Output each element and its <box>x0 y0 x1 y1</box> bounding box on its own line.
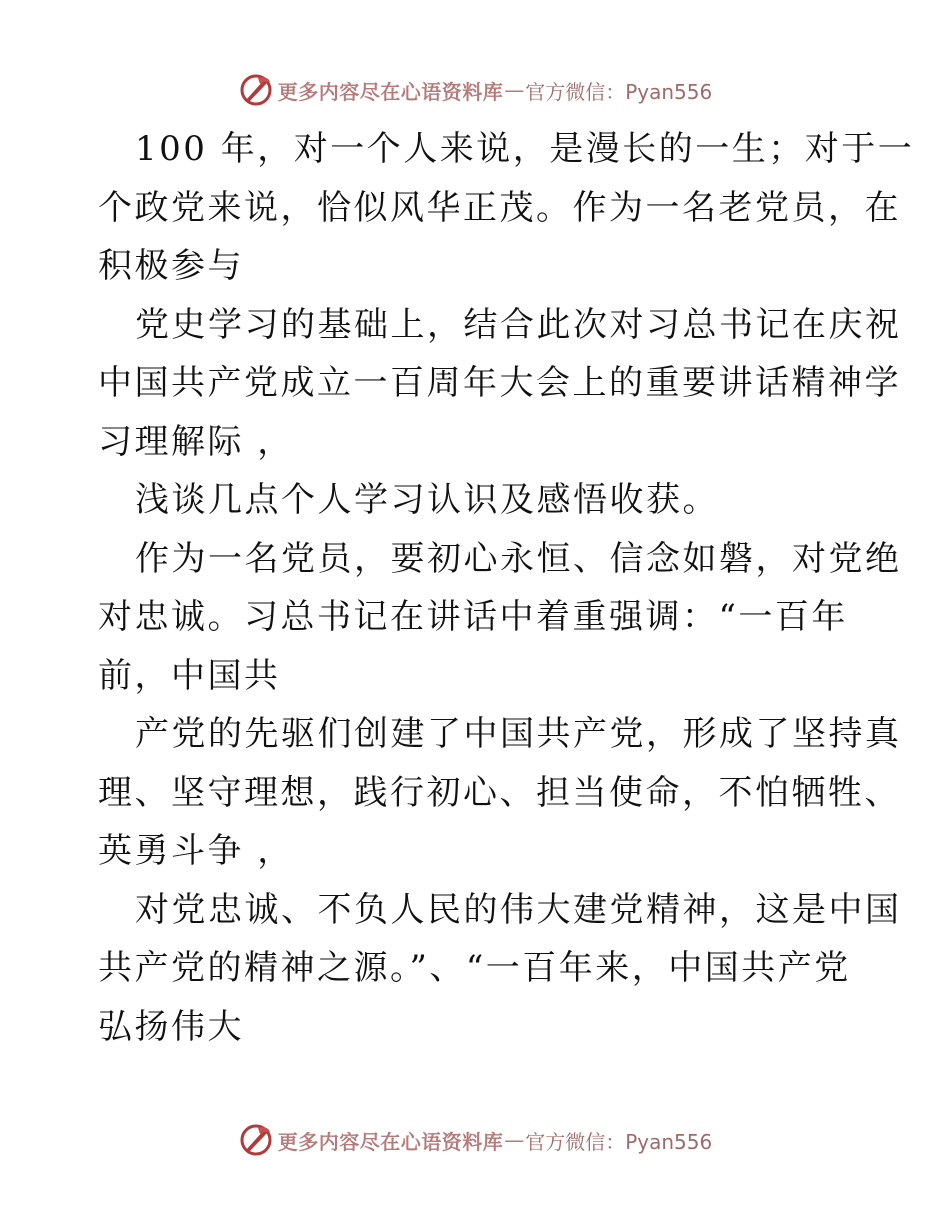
quill-pen-circle-icon <box>238 72 274 108</box>
text-line: 对忠诚。习总书记在讲话中着重强调：“一百年 <box>98 597 848 637</box>
text-line: 党史学习的基础上，结合此次对习总书记在庆祝 <box>135 304 902 345</box>
header-watermark-banner <box>0 70 950 110</box>
text-line: 对党忠诚、不负人民的伟大建党精神，这是中国 <box>135 889 902 930</box>
banner-title: 更多内容尽在心语资料库 <box>277 1129 504 1154</box>
text-line: 弘扬伟大 <box>98 1006 244 1047</box>
footer-watermark-banner <box>0 1120 950 1160</box>
banner-wechat: 官方微信：Pyan556 <box>525 1129 713 1154</box>
text-line: 英勇斗争 ， <box>98 831 294 871</box>
banner-separator: — <box>504 78 525 102</box>
text-line: 前，中国共 <box>98 655 281 696</box>
quill-pen-circle-icon <box>238 1122 274 1158</box>
text-line: 习理解际 ， <box>98 421 294 462</box>
text-line: 积极参与 <box>98 246 244 286</box>
text-line: 理、坚守理想，践行初心、担当使命，不怕牺牲、 <box>98 772 901 813</box>
document-body <box>98 120 915 1056</box>
text-line: 共产党的精神之源。”、“一百年来，中国共产党 <box>98 948 851 988</box>
banner-title: 更多内容尽在心语资料库 <box>277 79 504 104</box>
banner-separator: — <box>504 1128 525 1152</box>
text-line: 100 年，对一个人来说，是漫长的一生；对于一 <box>135 129 915 169</box>
text-line: 浅谈几点个人学习认识及感悟收获。 <box>135 480 719 520</box>
text-line: 中国共产党成立一百周年大会上的重要讲话精神学 <box>98 363 901 403</box>
text-line: 个政党来说，恰似风华正茂。作为一名老党员，在 <box>98 187 901 228</box>
banner-wechat: 官方微信：Pyan556 <box>525 79 713 104</box>
text-line: 产党的先驱们创建了中国共产党，形成了坚持真 <box>135 714 902 754</box>
text-line: 作为一名党员，要初心永恒、信念如磐，对党绝 <box>135 538 902 579</box>
